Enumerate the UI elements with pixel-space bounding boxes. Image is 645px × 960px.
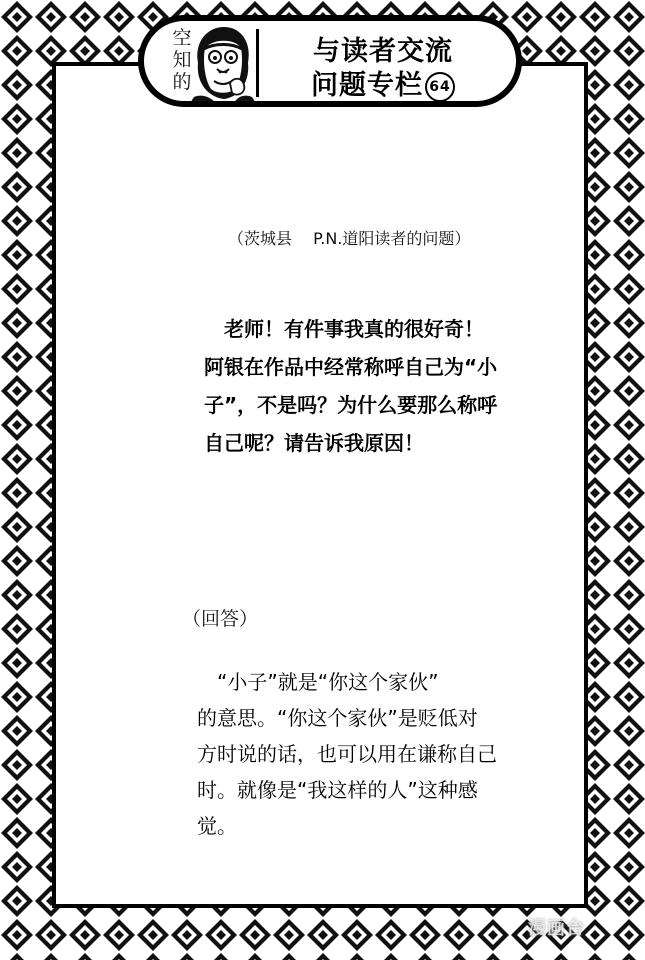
answer-line: 的意思。“你这个家伙”是贬低对: [197, 706, 478, 730]
author-char: 知: [172, 49, 192, 71]
watermark: 漫画台: [528, 918, 585, 939]
question-line: 子”，不是吗？为什么要那么称呼: [204, 393, 498, 417]
question-line: 阿银在作品中经常称呼自己为“小: [204, 355, 498, 379]
question-text: [204, 310, 497, 462]
answer-line: “小子”就是“你这个家伙”: [197, 670, 439, 694]
column-subtitle-text: 问题专栏: [311, 70, 423, 101]
question-source: （茨城县 P.N.道阳读者的问题）: [228, 229, 471, 248]
answer-line: 时。就像是“我这样的人”这种感: [197, 778, 478, 802]
content-panel: [52, 62, 588, 908]
author-char: 空: [172, 27, 192, 49]
author-char: 的: [172, 71, 192, 93]
column-number-badge: 64: [425, 72, 455, 102]
answer-label: （回答）: [182, 608, 259, 630]
answer-text: [197, 664, 497, 844]
answer-line: 方时说的话，也可以用在谦称自己: [197, 742, 497, 766]
question-line: 自己呢？请告诉我原因！: [204, 431, 424, 455]
column-title: 与读者交流: [313, 36, 453, 67]
answer-line: 觉。: [197, 814, 237, 838]
column-subtitle: [268, 63, 498, 102]
question-line: 老师！有件事我真的很好奇！: [204, 317, 484, 341]
gorilla-avatar-icon: [190, 23, 256, 103]
column-header: [138, 15, 522, 107]
header-divider: [256, 29, 259, 97]
